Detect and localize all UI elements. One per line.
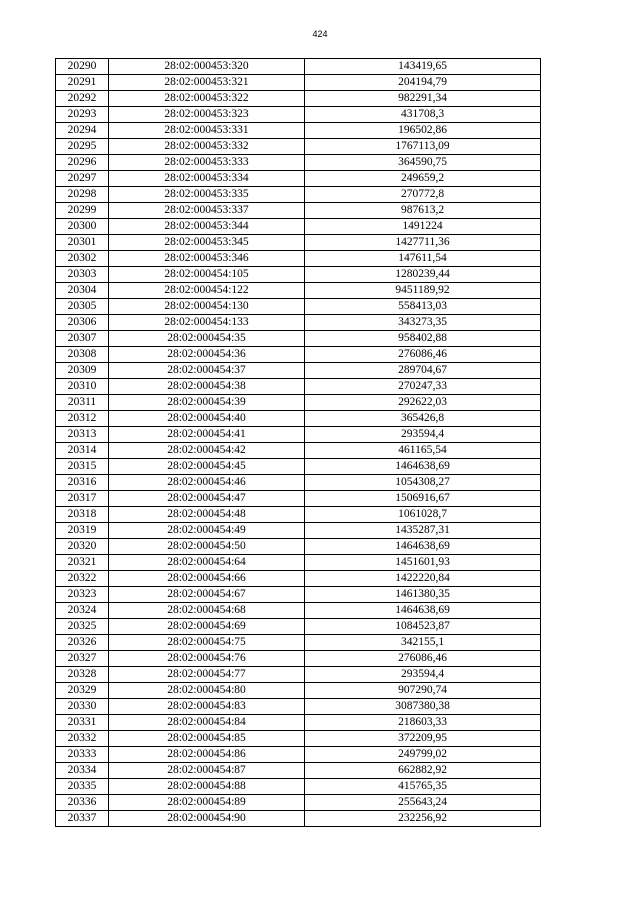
cadastral-number-cell: 28:02:000454:39 bbox=[109, 395, 305, 411]
cadastral-number-cell: 28:02:000453:335 bbox=[109, 187, 305, 203]
value-cell: 558413,03 bbox=[305, 299, 541, 315]
cadastral-number-cell: 28:02:000453:332 bbox=[109, 139, 305, 155]
row-number-cell: 20302 bbox=[56, 251, 109, 267]
page-number: 424 bbox=[312, 29, 328, 39]
value-cell: 204194,79 bbox=[305, 75, 541, 91]
table-row bbox=[56, 315, 541, 331]
cadastral-number-cell: 28:02:000454:83 bbox=[109, 699, 305, 715]
row-number-cell: 20321 bbox=[56, 555, 109, 571]
table-row bbox=[56, 91, 541, 107]
cadastral-number-cell: 28:02:000453:334 bbox=[109, 171, 305, 187]
value-cell: 982291,34 bbox=[305, 91, 541, 107]
cadastral-number-cell: 28:02:000454:48 bbox=[109, 507, 305, 523]
value-cell: 276086,46 bbox=[305, 347, 541, 363]
table-row bbox=[56, 395, 541, 411]
cadastral-number-cell: 28:02:000454:122 bbox=[109, 283, 305, 299]
row-number-cell: 20293 bbox=[56, 107, 109, 123]
table-row bbox=[56, 603, 541, 619]
value-cell: 1427711,36 bbox=[305, 235, 541, 251]
cadastral-number-cell: 28:02:000453:322 bbox=[109, 91, 305, 107]
value-cell: 1461380,35 bbox=[305, 587, 541, 603]
row-number-cell: 20315 bbox=[56, 459, 109, 475]
table-row bbox=[56, 619, 541, 635]
cadastral-number-cell: 28:02:000454:90 bbox=[109, 811, 305, 827]
value-cell: 1464638,69 bbox=[305, 603, 541, 619]
value-cell: 461165,54 bbox=[305, 443, 541, 459]
value-cell: 255643,24 bbox=[305, 795, 541, 811]
value-cell: 1435287,31 bbox=[305, 523, 541, 539]
table-row bbox=[56, 299, 541, 315]
table-row bbox=[56, 203, 541, 219]
table-body bbox=[56, 59, 541, 827]
cadastral-number-cell: 28:02:000454:105 bbox=[109, 267, 305, 283]
table-row bbox=[56, 123, 541, 139]
value-cell: 270247,33 bbox=[305, 379, 541, 395]
cadastral-number-cell: 28:02:000454:69 bbox=[109, 619, 305, 635]
cadastral-number-cell: 28:02:000454:36 bbox=[109, 347, 305, 363]
row-number-cell: 20313 bbox=[56, 427, 109, 443]
row-number-cell: 20324 bbox=[56, 603, 109, 619]
table-row bbox=[56, 59, 541, 75]
value-cell: 1054308,27 bbox=[305, 475, 541, 491]
table-row bbox=[56, 811, 541, 827]
value-cell: 343273,35 bbox=[305, 315, 541, 331]
row-number-cell: 20309 bbox=[56, 363, 109, 379]
value-cell: 196502,86 bbox=[305, 123, 541, 139]
table-row bbox=[56, 235, 541, 251]
table-row bbox=[56, 587, 541, 603]
value-cell: 9451189,92 bbox=[305, 283, 541, 299]
row-number-cell: 20316 bbox=[56, 475, 109, 491]
cadastral-number-cell: 28:02:000454:37 bbox=[109, 363, 305, 379]
value-cell: 431708,3 bbox=[305, 107, 541, 123]
value-cell: 364590,75 bbox=[305, 155, 541, 171]
table-row bbox=[56, 379, 541, 395]
table-row bbox=[56, 555, 541, 571]
table-row bbox=[56, 139, 541, 155]
row-number-cell: 20325 bbox=[56, 619, 109, 635]
row-number-cell: 20331 bbox=[56, 715, 109, 731]
value-cell: 293594,4 bbox=[305, 667, 541, 683]
table-row bbox=[56, 363, 541, 379]
row-number-cell: 20295 bbox=[56, 139, 109, 155]
value-cell: 342155,1 bbox=[305, 635, 541, 651]
value-cell: 372209,95 bbox=[305, 731, 541, 747]
table-row bbox=[56, 635, 541, 651]
table-row bbox=[56, 251, 541, 267]
table-row bbox=[56, 427, 541, 443]
cadastral-number-cell: 28:02:000454:40 bbox=[109, 411, 305, 427]
table-row bbox=[56, 107, 541, 123]
value-cell: 218603,33 bbox=[305, 715, 541, 731]
value-cell: 1280239,44 bbox=[305, 267, 541, 283]
row-number-cell: 20326 bbox=[56, 635, 109, 651]
row-number-cell: 20299 bbox=[56, 203, 109, 219]
row-number-cell: 20307 bbox=[56, 331, 109, 347]
cadastral-number-cell: 28:02:000453:320 bbox=[109, 59, 305, 75]
table-row bbox=[56, 219, 541, 235]
value-cell: 276086,46 bbox=[305, 651, 541, 667]
row-number-cell: 20314 bbox=[56, 443, 109, 459]
table-row bbox=[56, 795, 541, 811]
row-number-cell: 20337 bbox=[56, 811, 109, 827]
cadastral-number-cell: 28:02:000454:89 bbox=[109, 795, 305, 811]
row-number-cell: 20305 bbox=[56, 299, 109, 315]
cadastral-number-cell: 28:02:000454:67 bbox=[109, 587, 305, 603]
row-number-cell: 20300 bbox=[56, 219, 109, 235]
cadastral-number-cell: 28:02:000454:84 bbox=[109, 715, 305, 731]
table-row bbox=[56, 267, 541, 283]
cadastral-number-cell: 28:02:000454:87 bbox=[109, 763, 305, 779]
row-number-cell: 20311 bbox=[56, 395, 109, 411]
cadastral-number-cell: 28:02:000454:77 bbox=[109, 667, 305, 683]
cadastral-number-cell: 28:02:000453:337 bbox=[109, 203, 305, 219]
value-cell: 3087380,38 bbox=[305, 699, 541, 715]
value-cell: 1451601,93 bbox=[305, 555, 541, 571]
row-number-cell: 20329 bbox=[56, 683, 109, 699]
table-row bbox=[56, 715, 541, 731]
row-number-cell: 20301 bbox=[56, 235, 109, 251]
cadastral-value-table bbox=[55, 58, 541, 827]
row-number-cell: 20322 bbox=[56, 571, 109, 587]
table-row bbox=[56, 699, 541, 715]
table-row bbox=[56, 683, 541, 699]
value-cell: 147611,54 bbox=[305, 251, 541, 267]
row-number-cell: 20320 bbox=[56, 539, 109, 555]
cadastral-number-cell: 28:02:000454:86 bbox=[109, 747, 305, 763]
cadastral-number-cell: 28:02:000454:66 bbox=[109, 571, 305, 587]
row-number-cell: 20333 bbox=[56, 747, 109, 763]
table-row bbox=[56, 507, 541, 523]
value-cell: 907290,74 bbox=[305, 683, 541, 699]
value-cell: 270772,8 bbox=[305, 187, 541, 203]
cadastral-number-cell: 28:02:000453:331 bbox=[109, 123, 305, 139]
row-number-cell: 20328 bbox=[56, 667, 109, 683]
row-number-cell: 20334 bbox=[56, 763, 109, 779]
value-cell: 1464638,69 bbox=[305, 539, 541, 555]
cadastral-number-cell: 28:02:000454:38 bbox=[109, 379, 305, 395]
value-cell: 1464638,69 bbox=[305, 459, 541, 475]
row-number-cell: 20304 bbox=[56, 283, 109, 299]
cadastral-number-cell: 28:02:000454:64 bbox=[109, 555, 305, 571]
cadastral-number-cell: 28:02:000453:346 bbox=[109, 251, 305, 267]
table-row bbox=[56, 459, 541, 475]
table-row bbox=[56, 523, 541, 539]
cadastral-number-cell: 28:02:000454:46 bbox=[109, 475, 305, 491]
table-row bbox=[56, 539, 541, 555]
row-number-cell: 20312 bbox=[56, 411, 109, 427]
value-cell: 292622,03 bbox=[305, 395, 541, 411]
row-number-cell: 20298 bbox=[56, 187, 109, 203]
row-number-cell: 20330 bbox=[56, 699, 109, 715]
table-row bbox=[56, 491, 541, 507]
table-row bbox=[56, 747, 541, 763]
cadastral-number-cell: 28:02:000454:68 bbox=[109, 603, 305, 619]
cadastral-number-cell: 28:02:000454:35 bbox=[109, 331, 305, 347]
cadastral-number-cell: 28:02:000454:50 bbox=[109, 539, 305, 555]
table-row bbox=[56, 347, 541, 363]
row-number-cell: 20303 bbox=[56, 267, 109, 283]
cadastral-number-cell: 28:02:000453:323 bbox=[109, 107, 305, 123]
value-cell: 1491224 bbox=[305, 219, 541, 235]
row-number-cell: 20306 bbox=[56, 315, 109, 331]
value-cell: 293594,4 bbox=[305, 427, 541, 443]
value-cell: 1506916,67 bbox=[305, 491, 541, 507]
cadastral-number-cell: 28:02:000454:42 bbox=[109, 443, 305, 459]
value-cell: 1061028,7 bbox=[305, 507, 541, 523]
table-row bbox=[56, 75, 541, 91]
cadastral-number-cell: 28:02:000453:344 bbox=[109, 219, 305, 235]
value-cell: 249659,2 bbox=[305, 171, 541, 187]
value-cell: 415765,35 bbox=[305, 779, 541, 795]
table-row bbox=[56, 571, 541, 587]
value-cell: 365426,8 bbox=[305, 411, 541, 427]
value-cell: 232256,92 bbox=[305, 811, 541, 827]
table-row bbox=[56, 331, 541, 347]
table-row bbox=[56, 731, 541, 747]
cadastral-number-cell: 28:02:000454:45 bbox=[109, 459, 305, 475]
value-cell: 662882,92 bbox=[305, 763, 541, 779]
cadastral-number-cell: 28:02:000454:47 bbox=[109, 491, 305, 507]
table-row bbox=[56, 779, 541, 795]
table-row bbox=[56, 171, 541, 187]
row-number-cell: 20336 bbox=[56, 795, 109, 811]
cadastral-number-cell: 28:02:000454:49 bbox=[109, 523, 305, 539]
table-row bbox=[56, 411, 541, 427]
value-cell: 987613,2 bbox=[305, 203, 541, 219]
cadastral-number-cell: 28:02:000454:76 bbox=[109, 651, 305, 667]
table-row bbox=[56, 763, 541, 779]
table-row bbox=[56, 283, 541, 299]
row-number-cell: 20310 bbox=[56, 379, 109, 395]
row-number-cell: 20332 bbox=[56, 731, 109, 747]
table-row bbox=[56, 475, 541, 491]
cadastral-number-cell: 28:02:000453:345 bbox=[109, 235, 305, 251]
table-row bbox=[56, 667, 541, 683]
row-number-cell: 20291 bbox=[56, 75, 109, 91]
row-number-cell: 20290 bbox=[56, 59, 109, 75]
value-cell: 1084523,87 bbox=[305, 619, 541, 635]
cadastral-number-cell: 28:02:000453:321 bbox=[109, 75, 305, 91]
value-cell: 289704,67 bbox=[305, 363, 541, 379]
row-number-cell: 20294 bbox=[56, 123, 109, 139]
row-number-cell: 20308 bbox=[56, 347, 109, 363]
cadastral-number-cell: 28:02:000454:80 bbox=[109, 683, 305, 699]
row-number-cell: 20323 bbox=[56, 587, 109, 603]
row-number-cell: 20335 bbox=[56, 779, 109, 795]
row-number-cell: 20318 bbox=[56, 507, 109, 523]
table-row bbox=[56, 443, 541, 459]
row-number-cell: 20319 bbox=[56, 523, 109, 539]
table-row bbox=[56, 651, 541, 667]
cadastral-number-cell: 28:02:000454:88 bbox=[109, 779, 305, 795]
cadastral-number-cell: 28:02:000454:85 bbox=[109, 731, 305, 747]
cadastral-number-cell: 28:02:000454:130 bbox=[109, 299, 305, 315]
row-number-cell: 20297 bbox=[56, 171, 109, 187]
row-number-cell: 20296 bbox=[56, 155, 109, 171]
value-cell: 1767113,09 bbox=[305, 139, 541, 155]
row-number-cell: 20327 bbox=[56, 651, 109, 667]
value-cell: 249799,02 bbox=[305, 747, 541, 763]
cadastral-number-cell: 28:02:000454:41 bbox=[109, 427, 305, 443]
value-cell: 143419,65 bbox=[305, 59, 541, 75]
row-number-cell: 20317 bbox=[56, 491, 109, 507]
row-number-cell: 20292 bbox=[56, 91, 109, 107]
table-row bbox=[56, 187, 541, 203]
cadastral-number-cell: 28:02:000453:333 bbox=[109, 155, 305, 171]
value-cell: 958402,88 bbox=[305, 331, 541, 347]
table-row bbox=[56, 155, 541, 171]
cadastral-number-cell: 28:02:000454:75 bbox=[109, 635, 305, 651]
value-cell: 1422220,84 bbox=[305, 571, 541, 587]
cadastral-number-cell: 28:02:000454:133 bbox=[109, 315, 305, 331]
